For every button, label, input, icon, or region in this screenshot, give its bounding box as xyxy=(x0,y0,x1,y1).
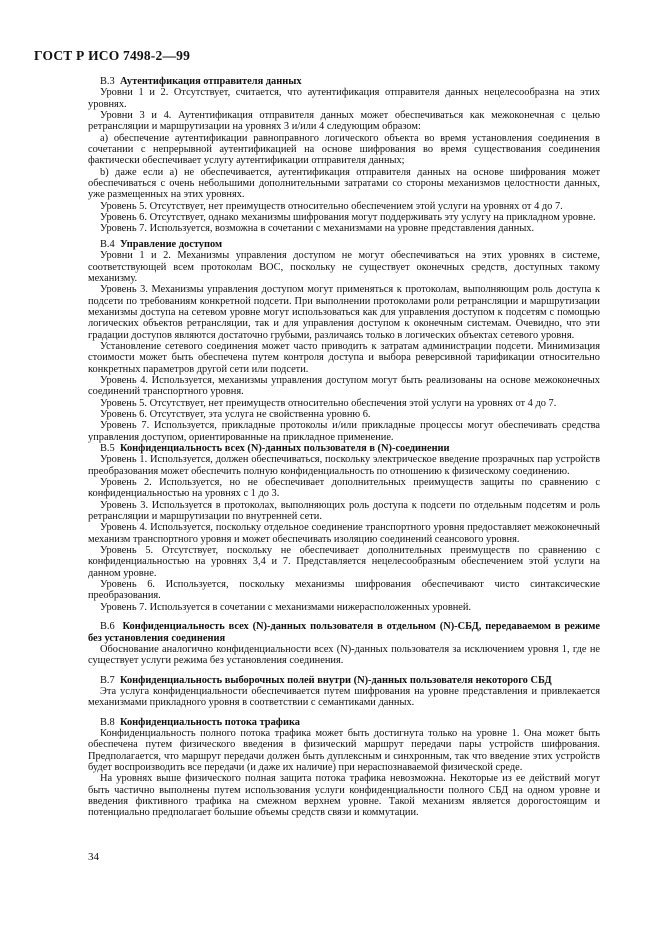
paragraph: Уровень 5. Отсутствует, нет преимуществ относительно обеспечения этой услуги на уровнях от 4 до 7. xyxy=(100,397,557,409)
paragraph: Установление сетевого соединения может часто приводить к затратам администрации подсети. Минимизация стоимости может быть обеспечена путем контроля доступа и выбора реверсивной тарификации относительно конкретных параметров другой сети или подсети. xyxy=(88,340,600,375)
paragraph: Уровень 4. Используется, поскольку отдельное соединение транспортного уровня предоставляет межоконечный механизм транспортного уровня и может обеспечивать изоляцию соединений сеансового уровня. xyxy=(88,522,600,545)
section-heading xyxy=(88,76,600,87)
section-number: В.3 xyxy=(100,76,115,87)
paragraph: Уровень 6. Отсутствует, эта услуга не свойственна уровню 6. xyxy=(100,408,371,420)
paragraph: Уровень 7. Используется, прикладные протоколы и/или прикладные процессы могут обеспечивать средства управления доступом, ориентированные на прикладное применение. xyxy=(88,420,600,443)
paragraph: Уровень 7. Используется, возможна в сочетании с механизмами на уровне представления данных. xyxy=(100,223,535,235)
paragraph: Уровень 6. Отсутствует, однако механизмы шифрования могут поддерживать эту услугу на прикладном уровне. xyxy=(100,212,596,224)
paragraph: Уровень 4. Используется, механизмы управления доступом могут быть реализованы на основе межоконечных соединений транспортного уровня. xyxy=(88,374,600,398)
page-number: 34 xyxy=(88,851,99,863)
section-title: Конфиденциальность выборочных полей внутри (N)-данных пользователя некоторого СБД xyxy=(119,674,552,686)
section-title: Конфиденциальность всех (N)-данных пользователя в (N)-соединении xyxy=(119,443,450,454)
section-b7 xyxy=(88,675,600,709)
section-number: В.4 xyxy=(100,238,115,250)
paragraph: Обоснование аналогично конфиденциальности всех (N)-данных пользователя за исключением уровня 1, где не существует услуги режима без установления соединения. xyxy=(88,643,600,667)
section-b5 xyxy=(88,443,600,613)
paragraph: a) обеспечение аутентификации равноправного логического объекта во время установления соединения в сочетании с непрерывной аутентификацией на основе шифрования во время существования соединения фактически обеспечивает услугу аутентификации отправителя данных; xyxy=(88,132,600,167)
paragraph: b) даже если a) не обеспечивается, аутентификация отправителя данных на основе шифрования может обеспечиваться с очень небольшими дополнительными затратами со стороны механизмов целостности данных, уже размещенных на этих уровнях. xyxy=(88,166,600,201)
document-header: ГОСТ Р ИСО 7498-2—99 xyxy=(34,48,191,63)
section-b3 xyxy=(88,76,600,235)
section-b4 xyxy=(88,239,600,443)
section-title: Конфиденциальность потока трафика xyxy=(119,716,300,728)
section-heading xyxy=(88,675,600,686)
paragraph: На уровнях выше физического полная защита потока трафика невозможна. Некоторые из ее действий могут быть частично выполнены путем использования услуги конфиденциальности полного СБД на одном уровне и введения фиктивного трафика на смежном верхнем уровне. Такой механизм является дорогостоящим и потенциально предполагает большие объемы средств связи и коммутации. xyxy=(88,773,600,819)
paragraph: Уровень 7. Используется в сочетании с механизмами нижерасположенных уровней. xyxy=(100,601,472,613)
section-number: В.8 xyxy=(100,716,115,728)
paragraph: Уровень 6. Используется, поскольку механизмы шифрования обеспечивают чисто синтаксические преобразования. xyxy=(88,579,600,602)
paragraph: Уровень 5. Отсутствует, поскольку не обеспечивает дополнительных преимуществ по сравнению с конфиденциальностью на уровнях 3,4 и 7. Представляется нецелесообразным обеспечением этой услуги на данном уровне. xyxy=(88,545,600,579)
paragraph: Конфиденциальность полного потока трафика может быть достигнута только на уровне 1. Она может быть обеспечена путем физического введения в физический маршрут передачи пары устройств шифрования. Предполагается, что маршрут передачи должен быть дуплексным и синхронным, так что введение этих устройств будет воспроизводить все передачи (и даже их наличие) при нераспознаваемой физической среде. xyxy=(88,727,600,773)
section-heading xyxy=(88,717,600,728)
section-title: Аутентификация отправителя данных xyxy=(119,76,302,87)
paragraph: Уровень 5. Отсутствует, нет преимуществ относительно обеспечением этой услуги на уровнях от 4 до 7. xyxy=(100,200,563,212)
paragraph: Уровни 3 и 4. Аутентификация отправителя данных может обеспечиваться как межоконечная с целью ретрансляции и маршрутизации на уровнях 3 и/или 4 следующим образом: xyxy=(88,110,600,133)
paragraph: Эта услуга конфиденциальности обеспечивается путем шифрования на уровне представления и привлекается механизмами прикладного уровня в соответствии с семантиками данных. xyxy=(88,685,600,709)
paragraph: Уровень 3. Используется в протоколах, выполняющих роль доступа к подсети по отдельным подсетям и роль ретрансляции и маршрутизации по внутренней сети. xyxy=(88,499,600,523)
paragraph: Уровни 1 и 2. Отсутствует, считается, что аутентификация отправителя данных нецелесообразна на этих уровнях. xyxy=(88,87,600,110)
document-body xyxy=(88,76,600,819)
paragraph: Уровень 2. Используется, но не обеспечивает дополнительных преимуществ защиты по сравнению с конфиденциальностью на уровнях с 1 до 3. xyxy=(88,477,600,500)
paragraph: Уровень 1. Используется, должен обеспечиваться, поскольку электрическое введение прозрачных пар устройств преобразования может обеспечить полную конфиденциальность по отношению к физическому соединению. xyxy=(88,454,600,477)
section-title: Конфиденциальность всех (N)-данных пользователя в отдельном (N)-СБД, передаваемом в режиме без установления соединения xyxy=(88,621,600,644)
section-heading xyxy=(88,621,600,644)
section-heading xyxy=(88,239,600,250)
section-b8 xyxy=(88,717,600,819)
section-b6 xyxy=(88,621,600,666)
section-number: В.5 xyxy=(100,443,115,454)
paragraph: Уровни 1 и 2. Механизмы управления доступом не могут обеспечиваться на этих уровнях в системе, соответствующей всем протоколам ВОС, поскольку не существует оконечных средств, доступных такому механизму. xyxy=(88,250,600,284)
section-number: В.7 xyxy=(100,674,115,686)
section-title: Управление доступом xyxy=(119,238,223,250)
section-number: В.6 xyxy=(100,621,115,633)
paragraph: Уровень 3. Механизмы управления доступом могут применяться к протоколам, выполняющим роль доступа к подсети по требованиям конкретной подсети. При выполнении протоколами роли ретрансляции и маршрутизации механизмы доступа на сетевом уровне могут использоваться как для управления доступом к подсетям с помощью логических объектов ретрансляции, так и для управления доступом к оконечным системам. Очевидно, что эти градации доступов являются достаточно грубыми, различаясь только в логических объектах сетевого уровня. xyxy=(88,284,600,341)
section-heading xyxy=(88,443,600,454)
